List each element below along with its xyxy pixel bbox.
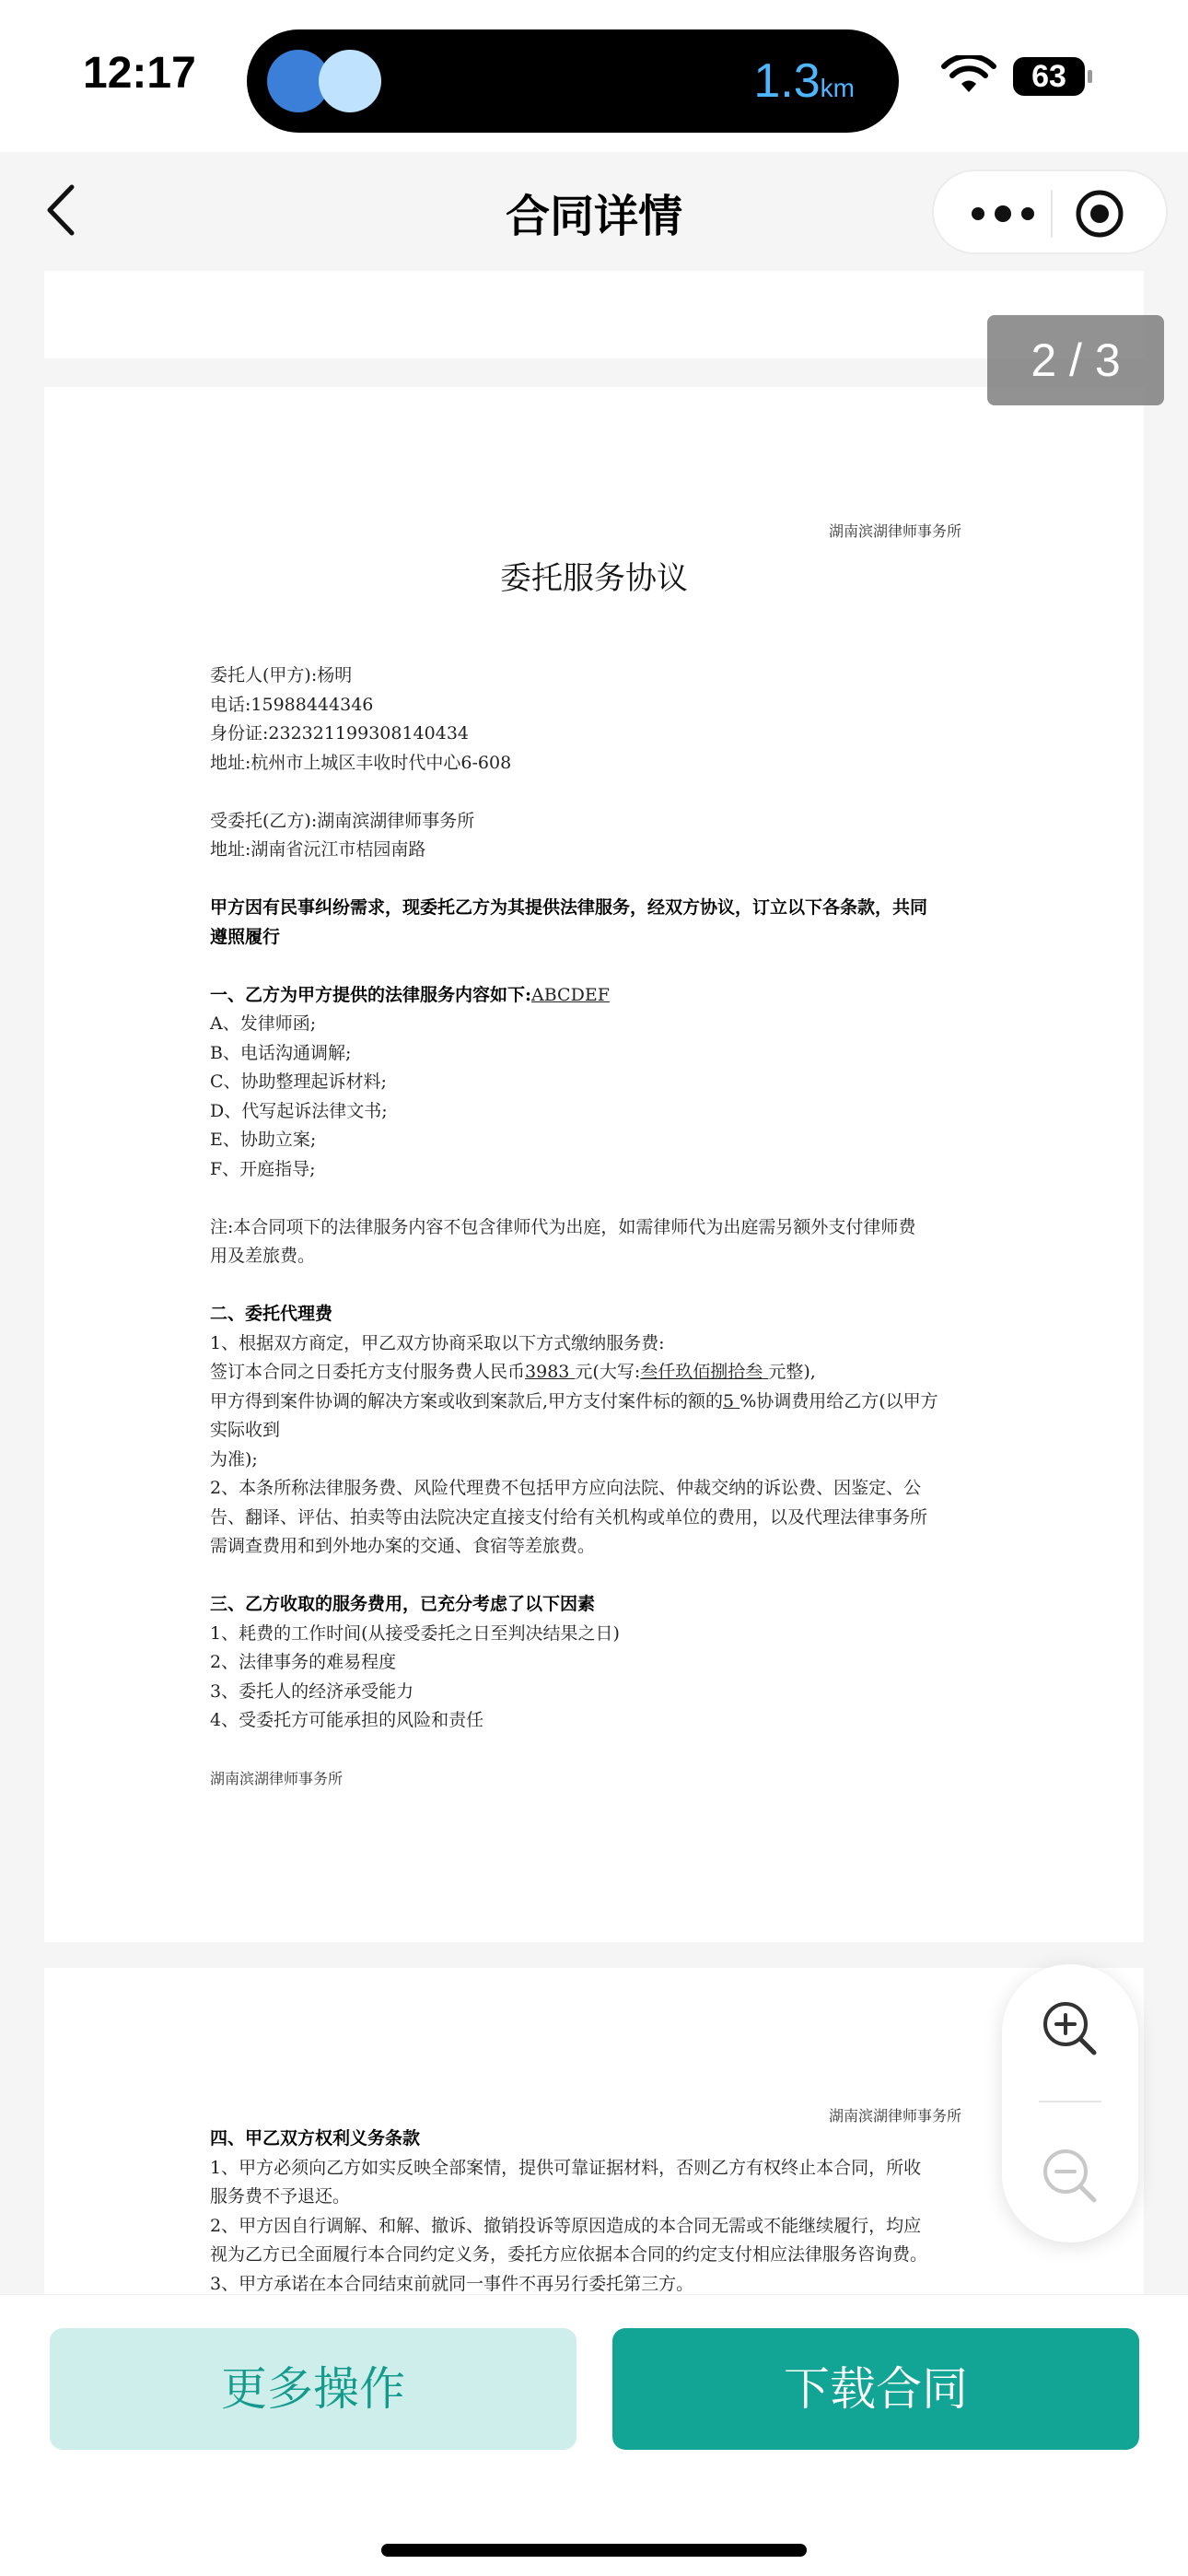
section-2-line: 2、本条所称法律服务费、风险代理费不包括甲方应向法院、仲裁交纳的诉讼费、因鉴定、公 <box>210 1478 922 1498</box>
page-indicator: 2 / 3 <box>987 315 1164 405</box>
section-4-title: 四、甲乙双方权利义务条款 <box>210 2128 421 2149</box>
more-actions-button[interactable]: 更多操作 <box>50 2328 577 2450</box>
service-item: B、电话沟通调解; <box>210 1042 352 1063</box>
service-item: C、协助整理起诉材料; <box>210 1071 387 1092</box>
document-body <box>210 662 1039 1794</box>
distance-unit: km <box>820 74 855 102</box>
fee-upper: 叁仟玖佰捌拾叁 <box>640 1362 763 1382</box>
distance-value: 1.3 <box>753 54 821 108</box>
section-2-line: 告、翻译、评估、拍卖等由法院决定直接支付给有关机构或单位的费用，以及代理法律事务所 <box>210 1506 928 1528</box>
section-2-line: 1、根据双方商定，甲乙双方协商采取以下方式缴纳服务费: <box>210 1332 665 1353</box>
avatar <box>319 50 381 112</box>
fee-mid: 元(大写: <box>575 1362 641 1382</box>
section-4-line: 视为乙方已全面履行本合同约定义务，委托方应依据本合同的约定支付相应法律服务咨询费。 <box>210 2244 928 2265</box>
party-b-line: 受委托(乙方):湖南滨湖律师事务所 <box>210 810 475 831</box>
preamble-line: 甲方因有民事纠纷需求，现委托乙方为其提供法律服务，经双方协议，订立以下各条款，共同 <box>210 897 928 918</box>
mini-program-capsule <box>932 170 1168 254</box>
percent-suffix: %协调费用给乙方(以甲方 <box>740 1390 938 1411</box>
party-a-line: 电话:15988444346 <box>210 694 374 715</box>
fee-suffix: 元整), <box>768 1362 816 1382</box>
capsule-divider <box>1051 190 1053 238</box>
bottom-action-bar <box>0 2294 1188 2576</box>
wifi-icon <box>941 55 996 96</box>
fee-line <box>210 1358 1039 1388</box>
battery-indicator: 63 <box>1013 57 1085 96</box>
fee-amount: 3983 <box>525 1362 570 1382</box>
service-item: E、协助立案; <box>210 1130 317 1150</box>
document-title: 委托服务协议 <box>500 560 688 597</box>
status-bar <box>0 0 1188 152</box>
service-item: F、开庭指导; <box>210 1158 316 1179</box>
service-item: D、代写起诉法律文书; <box>210 1100 388 1121</box>
section-4-line: 1、甲方必须向乙方如实反映全部案情，提供可靠证据材料，否则乙方有权终止本合同，所收 <box>210 2157 922 2178</box>
status-time: 12:17 <box>83 49 196 98</box>
preamble-line: 遵照履行 <box>210 926 281 947</box>
factor-item: 3、委托人的经济承受能力 <box>210 1680 414 1702</box>
avatars <box>267 50 405 112</box>
firm-header: 湖南滨湖律师事务所 <box>828 2107 961 2125</box>
section-3-title: 三、乙方收取的服务费用，已充分考虑了以下因素 <box>210 1594 596 1614</box>
percent-value: 5 <box>723 1390 735 1411</box>
zoom-controls <box>1002 1964 1138 2242</box>
service-item: A、发律师函; <box>210 1013 317 1034</box>
party-a-line: 身份证:232321199308140434 <box>210 723 469 744</box>
document-page-next <box>44 1968 1144 2300</box>
dynamic-island <box>247 29 899 133</box>
zoom-in-icon[interactable] <box>1039 1997 1101 2060</box>
section-1-title: 一、乙方为甲方提供的法律服务内容如下: <box>210 984 532 1005</box>
factor-item: 1、耗费的工作时间(从接受委托之日至判决结果之日) <box>210 1622 620 1644</box>
party-a-line: 地址:杭州市上城区丰收时代中心6-608 <box>210 752 512 773</box>
target-icon[interactable] <box>1074 188 1125 240</box>
distance-readout <box>753 53 855 109</box>
party-b-line: 地址:湖南省沅江市桔园南路 <box>210 839 426 860</box>
section-2-line: 需调查费用和到外地办案的交通、食宿等差旅费。 <box>210 1536 596 1556</box>
section-4-line: 3、甲方承诺在本合同结束前就同一事件不再另行委托第三方。 <box>210 2273 694 2294</box>
zoom-out-icon[interactable] <box>1039 2145 1101 2207</box>
document-page-previous <box>44 271 1144 358</box>
page-title: 合同详情 <box>505 191 682 242</box>
fee-prefix: 签订本合同之日委托方支付服务费人民币 <box>210 1362 526 1382</box>
factor-item: 2、法律事务的难易程度 <box>210 1652 397 1672</box>
section-1-value: ABCDEF <box>531 984 610 1005</box>
zoom-divider <box>1039 2101 1101 2102</box>
firm-footer: 湖南滨湖律师事务所 <box>210 1770 344 1787</box>
percent-prefix: 甲方得到案件协调的解决方案或收到案款后,甲方支付案件标的额的 <box>210 1390 724 1411</box>
factor-item: 4、受委托方可能承担的风险和责任 <box>210 1710 484 1730</box>
home-indicator[interactable] <box>381 2544 807 2557</box>
firm-header: 湖南滨湖律师事务所 <box>828 522 961 540</box>
download-contract-button[interactable]: 下载合同 <box>612 2328 1139 2450</box>
document-page <box>44 387 1144 1942</box>
section-2-line: 为准); <box>210 1448 258 1469</box>
section-4-line: 服务费不予退还。 <box>210 2186 351 2207</box>
next-page-body <box>210 2125 1039 2299</box>
party-a-line: 委托人(甲方):杨明 <box>210 665 353 685</box>
section-4-line: 2、甲方因自行调解、和解、撤诉、撤销投诉等原因造成的本合同无需或不能继续履行，均应 <box>210 2215 922 2236</box>
section-2-line: 实际收到 <box>210 1420 281 1440</box>
more-dots-icon[interactable] <box>961 190 1044 238</box>
section-2-title: 二、委托代理费 <box>210 1304 333 1324</box>
percent-line <box>210 1388 1039 1417</box>
note-line: 注:本合同项下的法律服务内容不包含律师代为出庭，如需律师代为出庭需另额外支付律师费 <box>210 1216 916 1237</box>
note-line: 用及差旅费。 <box>210 1246 316 1266</box>
